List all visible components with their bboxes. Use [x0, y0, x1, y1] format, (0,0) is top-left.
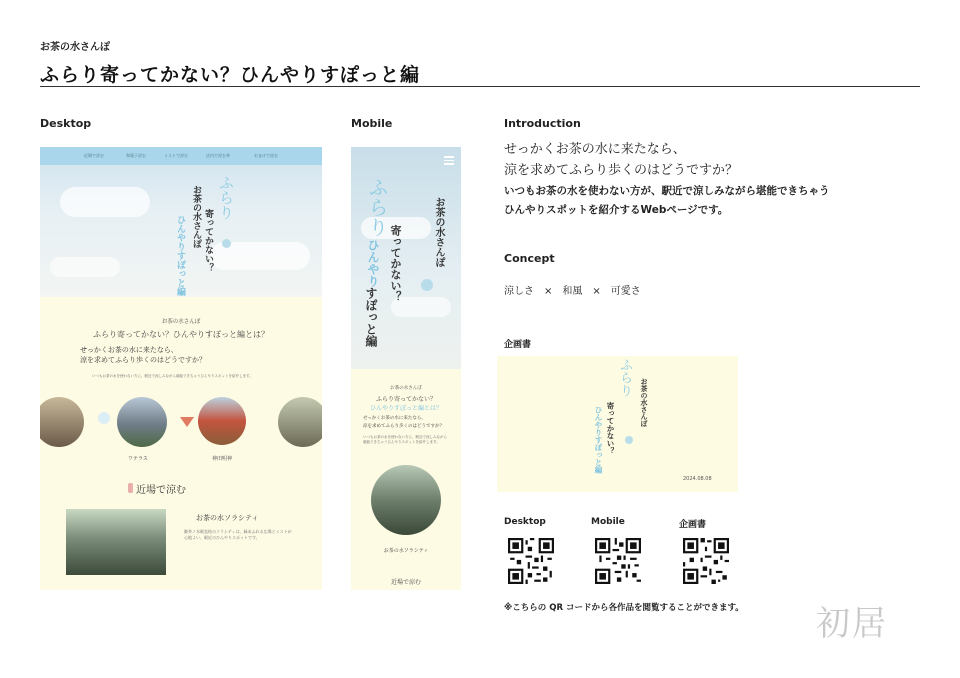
desktop-body	[40, 297, 322, 590]
desktop-nav-item[interactable]: おまけで涼む	[254, 153, 278, 158]
wind-chime-icon	[222, 239, 231, 248]
desktop-intro-note: いつもお茶の水を使わない方に、駅近で涼しみながら堪能できちゃうひんやりスポットを紹介します。	[92, 374, 253, 378]
wind-chime-icon	[421, 279, 433, 291]
desktop-hero-furari: ふらり	[217, 175, 235, 220]
plan-date: 2024.08.08	[683, 476, 712, 482]
qr-code-mobile[interactable]	[595, 538, 641, 584]
hamburger-menu-icon[interactable]	[444, 156, 454, 165]
mobile-hero-furari: ふらり	[365, 177, 389, 237]
plan-furari: ふらり	[617, 358, 632, 397]
qr-note: ※こちらの QR コードから各作品を閲覧することができます。	[504, 603, 744, 613]
card-photo[interactable]	[66, 509, 166, 575]
introduction-label: Introduction	[504, 117, 581, 130]
plan-hinyari: ひんやりすぽっと編	[594, 406, 603, 474]
intro-lead-line1: せっかくお茶の水に来たなら、	[504, 142, 686, 157]
wind-chime-icon	[98, 412, 110, 424]
qr-code-plan[interactable]	[683, 538, 729, 584]
intro-lead	[504, 139, 738, 181]
mobile-hero	[351, 147, 461, 369]
mobile-intro-line1: せっかくお茶の水に来たなら、	[363, 416, 426, 421]
intro-lead-line2: 涼を求めてふらり歩くのはどうですか？	[504, 163, 739, 178]
mobile-intro-title1: ふらり寄ってかない？	[375, 396, 436, 403]
mobile-intro-small: お茶の水さんぽ	[390, 386, 422, 391]
watermelon-icon	[180, 417, 194, 427]
mobile-preview[interactable]	[351, 147, 461, 590]
card-title: お茶の水ソラシティ	[196, 514, 259, 522]
spot-photo[interactable]	[40, 397, 84, 447]
spot-caption: 神田明神	[212, 456, 233, 462]
desktop-nav-item[interactable]: 近場で涼む	[84, 153, 104, 158]
desktop-preview[interactable]	[40, 147, 322, 590]
mobile-hero-hinyari: ひんやり	[366, 239, 380, 287]
qr-plan-label: 企画書	[679, 520, 707, 530]
desktop-nav-item[interactable]: ミストで涼む	[164, 153, 188, 158]
mobile-card-title: お茶の水ソラシティ	[383, 548, 429, 554]
spot-caption: ワテラス	[128, 456, 148, 462]
qr-mobile-label: Mobile	[591, 517, 625, 527]
card-body: 御茶ノ水駅直結のソラシティは、緑あふれる広場とミストが心地よい、駅近のひんやりスポットです。	[184, 529, 292, 540]
plan-series: お茶の水さんぽ	[640, 378, 649, 427]
concept-label: Concept	[504, 252, 555, 265]
desktop-section-title: 近場で涼む	[136, 485, 186, 496]
desktop-label: Desktop	[40, 117, 92, 130]
chime-icon	[128, 483, 133, 493]
desktop-intro-line1: せっかくお茶の水に来たなら、	[80, 346, 178, 354]
mobile-intro-line2: 涼を求めてふらり歩くのはどうですか？	[363, 424, 444, 429]
spot-photo-kanda[interactable]	[198, 397, 246, 445]
qr-code-desktop[interactable]	[508, 538, 554, 584]
intro-body-line1: いつもお茶の水を使わない方が、駅近で涼しみながら堪能できちゃう	[504, 185, 830, 197]
intro-body-line2: ひんやりスポットを紹介するWebページです。	[504, 204, 729, 216]
mobile-label: Mobile	[351, 117, 393, 130]
desktop-intro-title: ふらり寄ってかない？ひんやりすぽっと編とは？	[93, 330, 269, 339]
plan-mid: 寄ってかない？	[606, 402, 615, 455]
title-divider	[40, 86, 920, 87]
wind-chime-icon	[625, 436, 633, 444]
qr-desktop-label: Desktop	[504, 517, 546, 527]
plan-thumbnail[interactable]	[497, 356, 738, 492]
desktop-hero-hinyari: ひんやりすぽっと編	[175, 215, 185, 296]
desktop-hero-mid: 寄ってかない？	[203, 209, 213, 272]
page-title: ふらり寄ってかない？ひんやりすぽっと編	[40, 64, 421, 86]
mobile-hero-mid: 寄ってかない？	[389, 225, 402, 302]
intro-body	[504, 182, 830, 220]
signature-watermark: 初居	[816, 604, 888, 644]
desktop-nav-item[interactable]: 店内で涼む茶	[206, 153, 230, 158]
mobile-intro-note: いつもお茶の水を使わない方に、駅近で涼しみながら堪能できちゃうひんやりスポットを紹介します。	[363, 435, 447, 444]
mobile-card-photo[interactable]	[371, 465, 441, 535]
plan-label: 企画書	[504, 340, 532, 350]
mobile-intro-title2: ひんやりすぽっと編とは？	[369, 405, 442, 412]
desktop-hero-series: お茶の水さんぽ	[191, 185, 201, 248]
spot-photo-waterras[interactable]	[117, 397, 167, 447]
desktop-intro-line2: 涼を求めてふらり歩くのはどうですか？	[80, 356, 206, 364]
desktop-intro-small: お茶の水さんぽ	[161, 319, 201, 325]
desktop-nav	[40, 147, 322, 165]
spot-photo[interactable]	[278, 397, 322, 447]
mobile-section-title: 近場で涼む	[390, 579, 421, 586]
mobile-hero-sup: すぽっと編	[364, 287, 378, 347]
series-label: お茶の水さんぽ	[40, 42, 110, 53]
mobile-hero-series: お茶の水さんぽ	[433, 197, 444, 267]
desktop-nav-item[interactable]: 和菓子涼む	[126, 153, 146, 158]
desktop-hero	[40, 147, 322, 297]
concept-text: 涼しさ × 和風 × 可愛さ	[504, 286, 641, 297]
